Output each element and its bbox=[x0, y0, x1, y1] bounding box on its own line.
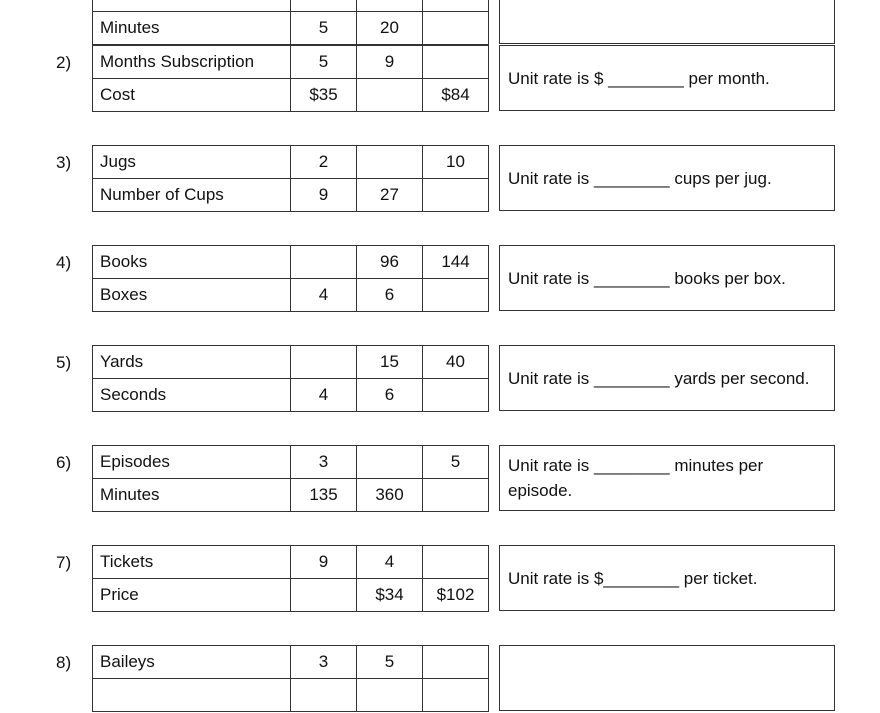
answer-box bbox=[499, 345, 835, 411]
table-cell: 2 bbox=[291, 146, 357, 179]
problem-number: 3) bbox=[56, 153, 72, 172]
table-row bbox=[93, 579, 489, 612]
row-label: Jugs bbox=[93, 146, 291, 179]
problem-1 bbox=[0, 0, 880, 46]
table-cell bbox=[423, 0, 489, 12]
row-label: Number of Cups bbox=[93, 179, 291, 212]
table-cell: 3 bbox=[291, 446, 357, 479]
table-row bbox=[93, 12, 489, 45]
table-cell bbox=[357, 79, 423, 112]
row-label: Seconds bbox=[93, 379, 291, 412]
answer-box bbox=[499, 645, 835, 711]
answer-box bbox=[499, 0, 835, 44]
problem-5 bbox=[0, 345, 880, 413]
answer-box bbox=[499, 545, 835, 611]
problem-number: 6) bbox=[56, 453, 72, 472]
problem-6 bbox=[0, 445, 880, 513]
table-cell bbox=[291, 0, 357, 12]
answer-text: Unit rate is ________ books per box. bbox=[508, 268, 786, 288]
table-cell: 4 bbox=[357, 546, 423, 579]
problem-number: 7) bbox=[56, 553, 72, 572]
table-cell bbox=[423, 379, 489, 412]
rate-table bbox=[92, 345, 489, 412]
answer-box bbox=[499, 145, 835, 211]
problem-number: 4) bbox=[56, 253, 72, 272]
table-row bbox=[93, 246, 489, 279]
problem-number: 2) bbox=[56, 53, 72, 72]
table-cell: 9 bbox=[291, 546, 357, 579]
table-row bbox=[93, 279, 489, 312]
rate-table bbox=[92, 545, 489, 612]
table-row bbox=[93, 446, 489, 479]
table-cell: 4 bbox=[291, 379, 357, 412]
table-row bbox=[93, 46, 489, 79]
table-cell bbox=[357, 679, 423, 712]
row-label: Books bbox=[93, 246, 291, 279]
table-cell: 5 bbox=[357, 646, 423, 679]
answer-text: Unit rate is $ ________ per month. bbox=[508, 68, 770, 88]
table-cell: 9 bbox=[291, 179, 357, 212]
table-row bbox=[93, 379, 489, 412]
table-cell: $35 bbox=[291, 79, 357, 112]
problem-8 bbox=[0, 645, 880, 713]
table-cell bbox=[291, 346, 357, 379]
table-row bbox=[93, 146, 489, 179]
table-row bbox=[93, 0, 489, 12]
table-cell: 9 bbox=[357, 46, 423, 79]
row-label: Price bbox=[93, 579, 291, 612]
rate-table bbox=[92, 145, 489, 212]
table-cell bbox=[291, 246, 357, 279]
table-cell bbox=[423, 12, 489, 45]
table-cell: 360 bbox=[357, 479, 423, 512]
table-cell: 5 bbox=[291, 12, 357, 45]
problem-3 bbox=[0, 145, 880, 213]
row-label: Tickets bbox=[93, 546, 291, 579]
table-cell bbox=[423, 546, 489, 579]
problem-number: 5) bbox=[56, 353, 72, 372]
table-cell bbox=[357, 446, 423, 479]
table-cell: 144 bbox=[423, 246, 489, 279]
table-cell: $84 bbox=[423, 79, 489, 112]
table-cell bbox=[423, 646, 489, 679]
answer-text: Unit rate is ________ yards per second. bbox=[508, 368, 810, 388]
row-label: Yards bbox=[93, 346, 291, 379]
row-label bbox=[93, 0, 291, 12]
problem-2 bbox=[0, 45, 880, 113]
answer-box bbox=[499, 45, 835, 111]
table-cell: 5 bbox=[291, 46, 357, 79]
table-cell: 6 bbox=[357, 279, 423, 312]
rate-table bbox=[92, 45, 489, 112]
problem-4 bbox=[0, 245, 880, 313]
rate-table bbox=[92, 245, 489, 312]
table-cell: 6 bbox=[357, 379, 423, 412]
row-label: Minutes bbox=[93, 12, 291, 45]
rate-table bbox=[92, 0, 489, 45]
row-label: Months Subscription bbox=[93, 46, 291, 79]
table-row bbox=[93, 179, 489, 212]
rate-table bbox=[92, 445, 489, 512]
table-cell: 40 bbox=[423, 346, 489, 379]
table-cell bbox=[291, 679, 357, 712]
table-row bbox=[93, 479, 489, 512]
table-cell: 27 bbox=[357, 179, 423, 212]
table-cell: 15 bbox=[357, 346, 423, 379]
answer-box bbox=[499, 445, 835, 511]
table-cell bbox=[423, 679, 489, 712]
row-label: Cost bbox=[93, 79, 291, 112]
table-cell bbox=[291, 579, 357, 612]
table-cell bbox=[423, 179, 489, 212]
table-cell: 10 bbox=[423, 146, 489, 179]
row-label: Boxes bbox=[93, 279, 291, 312]
table-cell bbox=[423, 479, 489, 512]
table-cell: 4 bbox=[291, 279, 357, 312]
table-cell: 96 bbox=[357, 246, 423, 279]
table-cell: 3 bbox=[291, 646, 357, 679]
rate-table bbox=[92, 645, 489, 712]
table-row bbox=[93, 346, 489, 379]
table-row bbox=[93, 546, 489, 579]
problem-number: 8) bbox=[56, 653, 72, 672]
problem-7 bbox=[0, 545, 880, 613]
row-label: Minutes bbox=[93, 479, 291, 512]
table-row bbox=[93, 79, 489, 112]
table-cell bbox=[423, 46, 489, 79]
table-cell bbox=[357, 146, 423, 179]
answer-box bbox=[499, 245, 835, 311]
table-cell bbox=[423, 279, 489, 312]
table-cell: 5 bbox=[423, 446, 489, 479]
table-cell: $102 bbox=[423, 579, 489, 612]
row-label: Baileys bbox=[93, 646, 291, 679]
table-cell: $34 bbox=[357, 579, 423, 612]
row-label: Episodes bbox=[93, 446, 291, 479]
table-row bbox=[93, 646, 489, 679]
row-label bbox=[93, 679, 291, 712]
table-cell bbox=[357, 0, 423, 12]
table-cell: 135 bbox=[291, 479, 357, 512]
table-row bbox=[93, 679, 489, 712]
answer-text: Unit rate is $________ per ticket. bbox=[508, 568, 758, 588]
table-cell: 20 bbox=[357, 12, 423, 45]
answer-text: Unit rate is ________ minutes per episode. bbox=[508, 456, 764, 500]
answer-text: Unit rate is ________ cups per jug. bbox=[508, 168, 772, 188]
